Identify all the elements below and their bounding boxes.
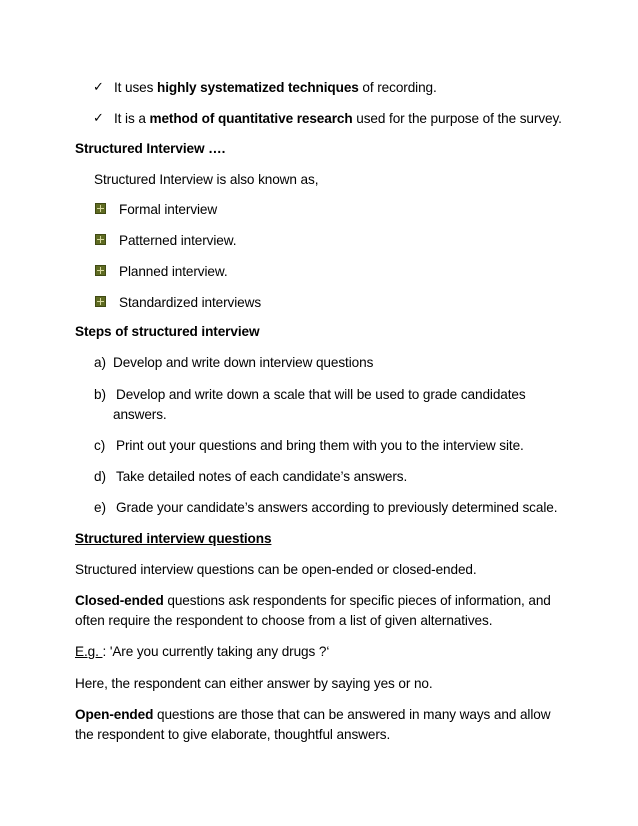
open-ended-line-2: the respondent to give elaborate, thoughtful answers. [75, 727, 391, 742]
known-as-item-2: Patterned interview. [119, 233, 237, 248]
square-bullet-icon [95, 296, 106, 307]
known-as-item-1: Formal interview [119, 202, 218, 217]
square-bullet-icon [95, 234, 106, 245]
step-e-text: Grade your candidate’s answers according to previously determined scale. [116, 500, 558, 515]
known-as-intro: Structured Interview is also known as, [94, 172, 319, 187]
closed-ended-line-1 [75, 592, 551, 610]
check-item-2-pre: It is a [114, 111, 150, 126]
square-bullet-icon [95, 203, 106, 214]
check-item-1-post: of recording. [358, 80, 437, 95]
step-b-marker: b) [94, 387, 106, 402]
step-c-marker: c) [94, 438, 106, 453]
check-item-1 [114, 79, 437, 97]
check-item-1-pre: It uses [114, 80, 158, 95]
check-item-2-post: used for the purpose of the survey. [352, 111, 562, 126]
square-bullet-icon [95, 265, 106, 276]
check-item-2-bold: method of quantitative research [149, 111, 353, 126]
closed-ended-text-1: questions ask respondents for specific pieces of information, and [163, 593, 551, 608]
known-as-item-3: Planned interview. [119, 264, 228, 279]
step-a-text: Develop and write down interview questions [113, 355, 374, 370]
closed-ended-label: Closed-ended [75, 593, 164, 608]
open-ended-text-1: questions are those that can be answered in many ways and allow [153, 707, 551, 722]
open-ended-line-1 [75, 706, 550, 724]
example-text: : 'Are you currently taking any drugs ?‘ [102, 644, 330, 659]
checkmark-icon: ✓ [93, 80, 104, 95]
check-item-1-bold: highly systematized techniques [157, 80, 359, 95]
checkmark-icon: ✓ [93, 111, 104, 126]
questions-intro: Structured interview questions can be open-ended or closed-ended. [75, 562, 477, 577]
questions-heading: Structured interview questions [75, 531, 272, 546]
step-d-marker: d) [94, 469, 106, 484]
step-d-text: Take detailed notes of each candidate’s answers. [116, 469, 408, 484]
closed-ended-line-2: often require the respondent to choose from a list of given alternatives. [75, 613, 493, 628]
structured-interview-heading: Structured Interview …. [75, 141, 226, 156]
known-as-item-4: Standardized interviews [119, 295, 262, 310]
step-c-text: Print out your questions and bring them with you to the interview site. [116, 438, 524, 453]
steps-heading: Steps of structured interview [75, 324, 260, 339]
example-note: Here, the respondent can either answer by saying yes or no. [75, 676, 433, 691]
example-label: E.g. [75, 644, 103, 659]
step-b-text: Develop and write down a scale that will be used to grade candidates [116, 387, 526, 402]
step-e-marker: e) [94, 500, 106, 515]
example-line [75, 643, 329, 661]
open-ended-label: Open-ended [75, 707, 154, 722]
step-b-text-continued: answers. [113, 407, 167, 422]
step-a-marker: a) [94, 355, 106, 370]
check-item-2 [114, 110, 562, 128]
